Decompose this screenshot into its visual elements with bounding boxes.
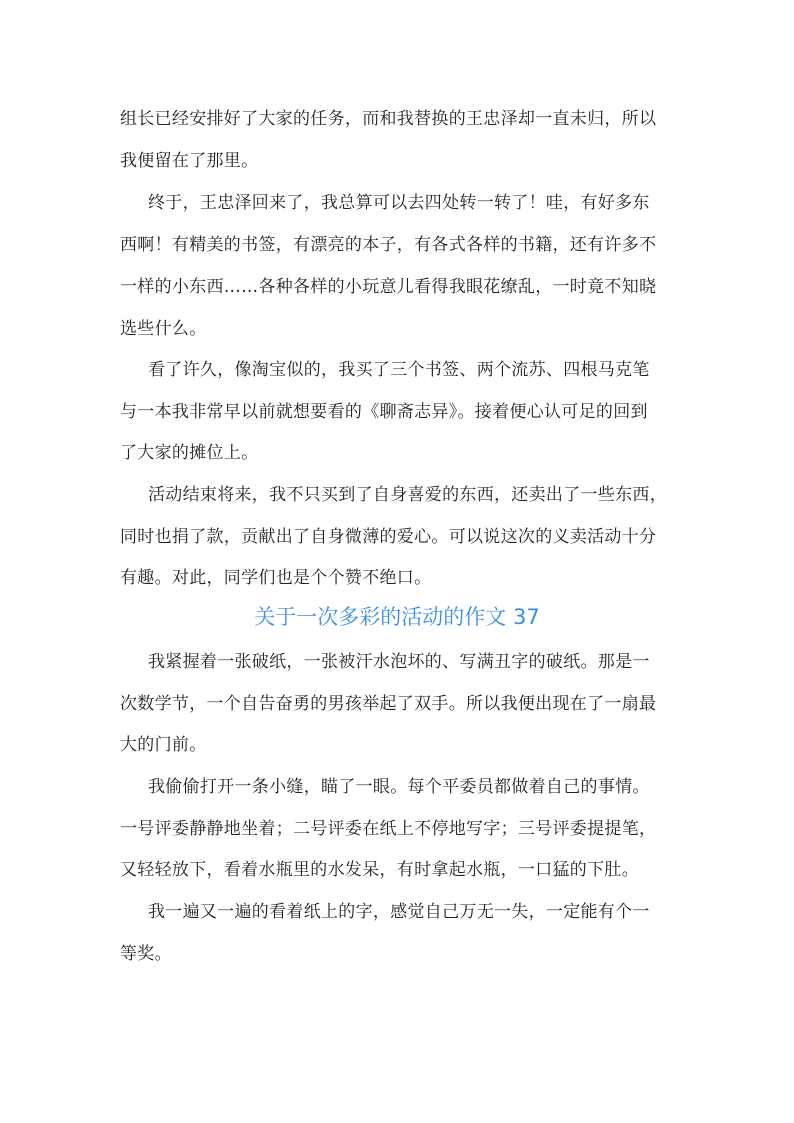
paragraph-line: 次数学节，一个自告奋勇的男孩举起了双手。所以我便出现在了一扇最 xyxy=(120,694,657,714)
paragraph-line: 西啊！有精美的书签，有漂亮的本子，有各式各样的书籍，还有许多不 xyxy=(120,235,657,255)
paragraph-line: 组长已经安排好了大家的任务，而和我替换的王忠泽却一直未归，所以 xyxy=(120,109,657,129)
paragraph-line: 了大家的摊位上。 xyxy=(120,443,259,463)
paragraph-line: 同时也捐了款，贡献出了自身微薄的爱心。可以说这次的义卖活动十分 xyxy=(120,527,657,547)
paragraph-line: 看了许久，像淘宝似的，我买了三个书签、两个流苏、四根马克笔 xyxy=(148,360,650,380)
paragraph-line: 终于，王忠泽回来了，我总算可以去四处转一转了！哇，有好多东 xyxy=(148,193,650,213)
paragraph-line: 我偷偷打开一条小缝，瞄了一眼。每个平委员都做着自己的事情。 xyxy=(148,777,650,797)
paragraph-line: 一样的小东西……各种各样的小玩意儿看得我眼花缭乱，一时竟不知晓 xyxy=(120,277,657,297)
section-heading: 关于一次多彩的活动的作文 37 xyxy=(254,605,540,629)
paragraph-line: 等奖。 xyxy=(120,944,172,964)
paragraph-line: 大的门前。 xyxy=(120,735,207,755)
paragraph-line: 我便留在了那里。 xyxy=(120,151,259,171)
paragraph-line: 我一遍又一遍的看着纸上的字，感觉自己万无一失，一定能有个一 xyxy=(148,902,650,922)
paragraph-line: 有趣。对此，同学们也是个个赞不绝口。 xyxy=(120,568,432,588)
paragraph-line: 活动结束将来，我不只买到了自身喜爱的东西，还卖出了一些东西， xyxy=(148,485,667,505)
paragraph-line: 与一本我非常早以前就想要看的《聊斋志异》。接着便心认可足的回到 xyxy=(120,402,648,422)
paragraph-line: 选些什么。 xyxy=(120,319,207,339)
paragraph-line: 又轻轻放下，看着水瓶里的水发呆，有时拿起水瓶，一口猛的下肚。 xyxy=(120,860,639,880)
paragraph-line: 一号评委静静地坐着；二号评委在纸上不停地写字；三号评委提提笔， xyxy=(120,819,657,839)
paragraph-line: 我紧握着一张破纸，一张被汗水泡坏的、写满丑字的破纸。那是一 xyxy=(148,652,650,672)
